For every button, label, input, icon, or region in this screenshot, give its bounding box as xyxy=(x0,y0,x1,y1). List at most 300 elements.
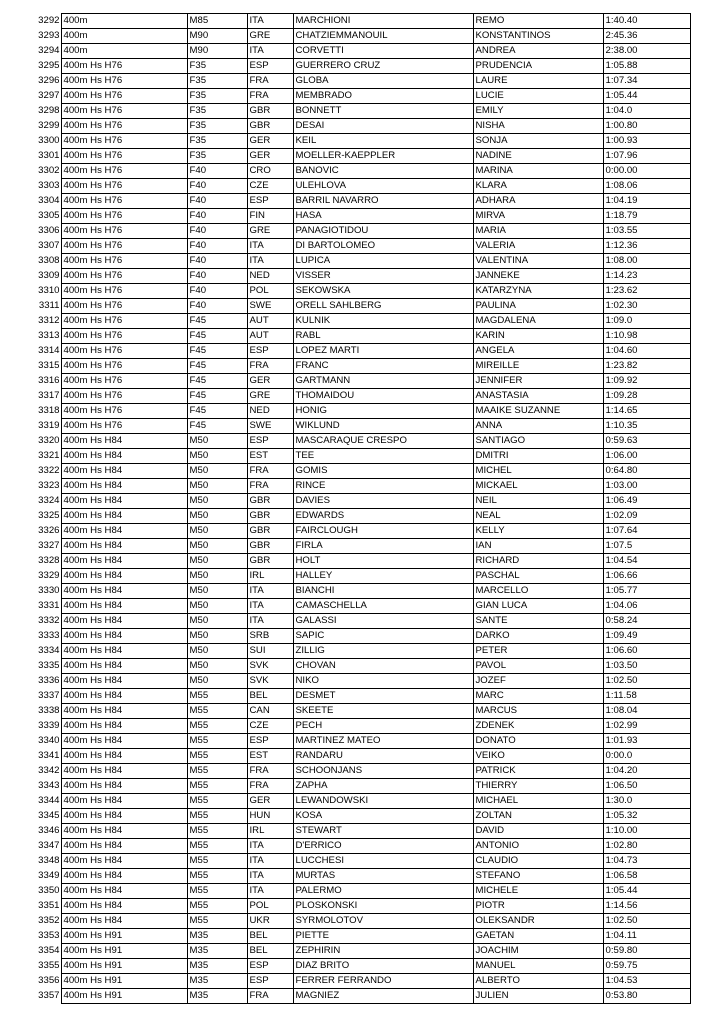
surname-cell: KOSA xyxy=(293,809,473,824)
table-row xyxy=(31,929,690,944)
first-name-cell: SANTE xyxy=(473,614,603,629)
table-row xyxy=(31,299,690,314)
category-cell: F35 xyxy=(187,149,247,164)
country-cell: FRA xyxy=(247,779,293,794)
category-cell: M55 xyxy=(187,869,247,884)
first-name-cell: MIREILLE xyxy=(473,359,603,374)
category-cell: M90 xyxy=(187,44,247,59)
table-row xyxy=(31,209,690,224)
event-cell: 400m Hs H76 xyxy=(61,59,187,74)
first-name-cell: ZOLTAN xyxy=(473,809,603,824)
time-cell: 1:04.06 xyxy=(603,599,690,614)
country-cell: CZE xyxy=(247,719,293,734)
row-number-cell: 3343 xyxy=(38,780,60,791)
country-cell: ITA xyxy=(247,44,293,59)
category-cell: M85 xyxy=(187,14,247,29)
time-cell: 0:00.0 xyxy=(603,749,690,764)
surname-cell: EDWARDS xyxy=(293,509,473,524)
category-cell: M50 xyxy=(187,479,247,494)
category-cell: M55 xyxy=(187,809,247,824)
event-cell: 400m Hs H76 xyxy=(61,209,187,224)
country-cell: GBR xyxy=(247,539,293,554)
time-cell: 1:09.28 xyxy=(603,389,690,404)
row-number-cell: 3310 xyxy=(38,285,60,296)
event-cell: 400m Hs H76 xyxy=(61,344,187,359)
event-cell: 400m Hs H76 xyxy=(61,224,187,239)
table-row xyxy=(31,644,690,659)
first-name-cell: NADINE xyxy=(473,149,603,164)
category-cell: F40 xyxy=(187,179,247,194)
first-name-cell: PAVOL xyxy=(473,659,603,674)
row-number-cell: 3324 xyxy=(38,495,60,506)
category-cell: F45 xyxy=(187,404,247,419)
time-cell: 1:18.79 xyxy=(603,209,690,224)
table-row xyxy=(31,44,690,59)
category-cell: M55 xyxy=(187,719,247,734)
country-cell: ESP xyxy=(247,59,293,74)
country-cell: ITA xyxy=(247,614,293,629)
time-cell: 1:06.50 xyxy=(603,779,690,794)
table-row xyxy=(31,914,690,929)
surname-cell: BARRIL NAVARRO xyxy=(293,194,473,209)
row-number-cell: 3335 xyxy=(38,660,60,671)
first-name-cell: SONJA xyxy=(473,134,603,149)
table-row xyxy=(31,524,690,539)
event-cell: 400m Hs H76 xyxy=(61,104,187,119)
table-row xyxy=(31,539,690,554)
surname-cell: FIRLA xyxy=(293,539,473,554)
surname-cell: DIAZ BRITO xyxy=(293,959,473,974)
category-cell: M35 xyxy=(187,959,247,974)
event-cell: 400m Hs H76 xyxy=(61,314,187,329)
time-cell: 1:11.58 xyxy=(603,689,690,704)
first-name-cell: JENNIFER xyxy=(473,374,603,389)
category-cell: M50 xyxy=(187,434,247,449)
row-number-cell: 3305 xyxy=(38,210,60,221)
row-number-cell: 3357 xyxy=(38,990,60,1001)
table-row xyxy=(31,824,690,839)
time-cell: 0:59.80 xyxy=(603,944,690,959)
category-cell: M55 xyxy=(187,899,247,914)
surname-cell: HALLEY xyxy=(293,569,473,584)
surname-cell: SCHOONJANS xyxy=(293,764,473,779)
table-row xyxy=(31,344,690,359)
country-cell: SVK xyxy=(247,659,293,674)
row-number-cell: 3332 xyxy=(38,615,60,626)
table-row xyxy=(31,464,690,479)
table-row xyxy=(31,389,690,404)
time-cell: 1:02.80 xyxy=(603,839,690,854)
table-row xyxy=(31,14,690,29)
category-cell: F40 xyxy=(187,224,247,239)
time-cell: 1:06.00 xyxy=(603,449,690,464)
row-number-cell: 3325 xyxy=(38,510,60,521)
table-row xyxy=(31,899,690,914)
time-cell: 1:02.99 xyxy=(603,719,690,734)
category-cell: M50 xyxy=(187,464,247,479)
row-number-cell: 3312 xyxy=(38,315,60,326)
event-cell: 400m Hs H84 xyxy=(61,899,187,914)
surname-cell: WIKLUND xyxy=(293,419,473,434)
surname-cell: RABL xyxy=(293,329,473,344)
first-name-cell: PATRICK xyxy=(473,764,603,779)
surname-cell: MAGNIEZ xyxy=(293,989,473,1004)
first-name-cell: VALERIA xyxy=(473,239,603,254)
event-cell: 400m Hs H84 xyxy=(61,539,187,554)
country-cell: AUT xyxy=(247,329,293,344)
first-name-cell: MAAIKE SUZANNE xyxy=(473,404,603,419)
category-cell: M35 xyxy=(187,944,247,959)
event-cell: 400m Hs H91 xyxy=(61,989,187,1004)
event-cell: 400m Hs H84 xyxy=(61,569,187,584)
category-cell: M50 xyxy=(187,449,247,464)
event-cell: 400m Hs H84 xyxy=(61,854,187,869)
event-cell: 400m Hs H91 xyxy=(61,974,187,989)
category-cell: F45 xyxy=(187,314,247,329)
row-number-cell: 3356 xyxy=(38,975,60,986)
time-cell: 1:08.00 xyxy=(603,254,690,269)
category-cell: M35 xyxy=(187,929,247,944)
row-number-cell: 3330 xyxy=(38,585,60,596)
event-cell: 400m Hs H76 xyxy=(61,299,187,314)
time-cell: 1:12.36 xyxy=(603,239,690,254)
surname-cell: KULNIK xyxy=(293,314,473,329)
event-cell: 400m Hs H76 xyxy=(61,419,187,434)
time-cell: 1:10.98 xyxy=(603,329,690,344)
time-cell: 1:04.60 xyxy=(603,344,690,359)
time-cell: 1:05.88 xyxy=(603,59,690,74)
time-cell: 1:04.73 xyxy=(603,854,690,869)
first-name-cell: KONSTANTINOS xyxy=(473,29,603,44)
time-cell: 1:00.80 xyxy=(603,119,690,134)
surname-cell: HASA xyxy=(293,209,473,224)
row-number-cell: 3299 xyxy=(38,120,60,131)
surname-cell: ORELL SAHLBERG xyxy=(293,299,473,314)
category-cell: M55 xyxy=(187,704,247,719)
surname-cell: BANOVIC xyxy=(293,164,473,179)
event-cell: 400m Hs H84 xyxy=(61,494,187,509)
category-cell: M55 xyxy=(187,779,247,794)
table-row xyxy=(31,779,690,794)
event-cell: 400m Hs H84 xyxy=(61,479,187,494)
country-cell: ITA xyxy=(247,854,293,869)
event-cell: 400m Hs H76 xyxy=(61,239,187,254)
country-cell: IRL xyxy=(247,569,293,584)
time-cell: 1:10.00 xyxy=(603,824,690,839)
category-cell: M50 xyxy=(187,644,247,659)
time-cell: 1:09.0 xyxy=(603,314,690,329)
surname-cell: DAVIES xyxy=(293,494,473,509)
first-name-cell: ANASTASIA xyxy=(473,389,603,404)
first-name-cell: EMILY xyxy=(473,104,603,119)
first-name-cell: LAURE xyxy=(473,74,603,89)
row-number-cell: 3314 xyxy=(38,345,60,356)
country-cell: BEL xyxy=(247,944,293,959)
surname-cell: SAPIC xyxy=(293,629,473,644)
table-row xyxy=(31,314,690,329)
category-cell: M50 xyxy=(187,599,247,614)
first-name-cell: JULIEN xyxy=(473,989,603,1004)
table-row xyxy=(31,119,690,134)
row-number-cell: 3303 xyxy=(38,180,60,191)
country-cell: SVK xyxy=(247,674,293,689)
time-cell: 1:40.40 xyxy=(603,14,690,29)
row-number-cell: 3354 xyxy=(38,945,60,956)
category-cell: M55 xyxy=(187,689,247,704)
time-cell: 1:03.55 xyxy=(603,224,690,239)
row-number-cell: 3353 xyxy=(38,930,60,941)
country-cell: GER xyxy=(247,134,293,149)
surname-cell: THOMAIDOU xyxy=(293,389,473,404)
category-cell: M50 xyxy=(187,659,247,674)
country-cell: GER xyxy=(247,374,293,389)
country-cell: ESP xyxy=(247,974,293,989)
category-cell: F45 xyxy=(187,329,247,344)
time-cell: 1:07.5 xyxy=(603,539,690,554)
first-name-cell: STEFANO xyxy=(473,869,603,884)
row-number-cell: 3350 xyxy=(38,885,60,896)
surname-cell: LEWANDOWSKI xyxy=(293,794,473,809)
first-name-cell: REMO xyxy=(473,14,603,29)
country-cell: SUI xyxy=(247,644,293,659)
country-cell: BEL xyxy=(247,689,293,704)
time-cell: 1:00.93 xyxy=(603,134,690,149)
country-cell: GBR xyxy=(247,554,293,569)
category-cell: M50 xyxy=(187,584,247,599)
category-cell: F35 xyxy=(187,104,247,119)
category-cell: M50 xyxy=(187,614,247,629)
surname-cell: PECH xyxy=(293,719,473,734)
category-cell: F40 xyxy=(187,254,247,269)
event-cell: 400m Hs H84 xyxy=(61,779,187,794)
table-row xyxy=(31,404,690,419)
time-cell: 1:23.62 xyxy=(603,284,690,299)
row-number-cell: 3342 xyxy=(38,765,60,776)
category-cell: M50 xyxy=(187,524,247,539)
country-cell: NED xyxy=(247,269,293,284)
category-cell: M90 xyxy=(187,29,247,44)
table-row xyxy=(31,809,690,824)
country-cell: FRA xyxy=(247,464,293,479)
country-cell: AUT xyxy=(247,314,293,329)
event-cell: 400m xyxy=(61,44,187,59)
first-name-cell: THIERRY xyxy=(473,779,603,794)
event-cell: 400m Hs H76 xyxy=(61,329,187,344)
time-cell: 1:02.30 xyxy=(603,299,690,314)
first-name-cell: ANGELA xyxy=(473,344,603,359)
first-name-cell: VEIKO xyxy=(473,749,603,764)
surname-cell: DESAI xyxy=(293,119,473,134)
event-cell: 400m Hs H76 xyxy=(61,254,187,269)
country-cell: EST xyxy=(247,749,293,764)
first-name-cell: ANNA xyxy=(473,419,603,434)
country-cell: FRA xyxy=(247,74,293,89)
table-row xyxy=(31,734,690,749)
row-number-cell: 3337 xyxy=(38,690,60,701)
row-number-cell: 3297 xyxy=(38,90,60,101)
row-number-cell: 3298 xyxy=(38,105,60,116)
table-row xyxy=(31,419,690,434)
first-name-cell: MIRVA xyxy=(473,209,603,224)
country-cell: POL xyxy=(247,284,293,299)
row-number-cell: 3355 xyxy=(38,960,60,971)
first-name-cell: PETER xyxy=(473,644,603,659)
event-cell: 400m Hs H84 xyxy=(61,734,187,749)
event-cell: 400m Hs H84 xyxy=(61,809,187,824)
time-cell: 1:07.96 xyxy=(603,149,690,164)
event-cell: 400m Hs H84 xyxy=(61,719,187,734)
country-cell: ITA xyxy=(247,884,293,899)
country-cell: ESP xyxy=(247,194,293,209)
event-cell: 400m Hs H76 xyxy=(61,164,187,179)
first-name-cell: NEAL xyxy=(473,509,603,524)
country-cell: GBR xyxy=(247,104,293,119)
table-row xyxy=(31,329,690,344)
table-row xyxy=(31,884,690,899)
event-cell: 400m Hs H84 xyxy=(61,674,187,689)
row-number-cell: 3333 xyxy=(38,630,60,641)
category-cell: F35 xyxy=(187,134,247,149)
country-cell: SWE xyxy=(247,299,293,314)
time-cell: 1:07.64 xyxy=(603,524,690,539)
country-cell: GBR xyxy=(247,524,293,539)
country-cell: POL xyxy=(247,899,293,914)
time-cell: 1:06.49 xyxy=(603,494,690,509)
country-cell: ESP xyxy=(247,734,293,749)
category-cell: F45 xyxy=(187,359,247,374)
surname-cell: ZILLIG xyxy=(293,644,473,659)
country-cell: CZE xyxy=(247,179,293,194)
category-cell: M50 xyxy=(187,494,247,509)
surname-cell: NIKO xyxy=(293,674,473,689)
row-number-cell: 3329 xyxy=(38,570,60,581)
category-cell: F40 xyxy=(187,239,247,254)
surname-cell: LOPEZ MARTI xyxy=(293,344,473,359)
surname-cell: CHOVAN xyxy=(293,659,473,674)
row-number-cell: 3319 xyxy=(38,420,60,431)
category-cell: M50 xyxy=(187,629,247,644)
row-number-cell: 3339 xyxy=(38,720,60,731)
row-number-cell: 3334 xyxy=(38,645,60,656)
category-cell: F40 xyxy=(187,269,247,284)
time-cell: 1:14.65 xyxy=(603,404,690,419)
row-number-cell: 3349 xyxy=(38,870,60,881)
time-cell: 1:03.00 xyxy=(603,479,690,494)
table-row xyxy=(31,869,690,884)
surname-cell: PLOSKONSKI xyxy=(293,899,473,914)
first-name-cell: ALBERTO xyxy=(473,974,603,989)
event-cell: 400m Hs H84 xyxy=(61,644,187,659)
event-cell: 400m Hs H76 xyxy=(61,74,187,89)
surname-cell: FAIRCLOUGH xyxy=(293,524,473,539)
surname-cell: GLOBA xyxy=(293,74,473,89)
country-cell: ITA xyxy=(247,14,293,29)
category-cell: M50 xyxy=(187,674,247,689)
first-name-cell: GIAN LUCA xyxy=(473,599,603,614)
first-name-cell: GAETAN xyxy=(473,929,603,944)
event-cell: 400m Hs H84 xyxy=(61,509,187,524)
country-cell: FRA xyxy=(247,989,293,1004)
country-cell: SRB xyxy=(247,629,293,644)
first-name-cell: DMITRI xyxy=(473,449,603,464)
time-cell: 1:01.93 xyxy=(603,734,690,749)
event-cell: 400m Hs H84 xyxy=(61,914,187,929)
table-row xyxy=(31,944,690,959)
category-cell: M50 xyxy=(187,554,247,569)
table-row xyxy=(31,59,690,74)
first-name-cell: MICKAEL xyxy=(473,479,603,494)
event-cell: 400m Hs H84 xyxy=(61,584,187,599)
time-cell: 1:04.0 xyxy=(603,104,690,119)
country-cell: ITA xyxy=(247,839,293,854)
surname-cell: MOELLER-KAEPPLER xyxy=(293,149,473,164)
event-cell: 400m Hs H91 xyxy=(61,959,187,974)
table-row xyxy=(31,554,690,569)
surname-cell: DI BARTOLOMEO xyxy=(293,239,473,254)
first-name-cell: PAULINA xyxy=(473,299,603,314)
first-name-cell: OLEKSANDR xyxy=(473,914,603,929)
table-row xyxy=(31,149,690,164)
surname-cell: TEE xyxy=(293,449,473,464)
surname-cell: SKEETE xyxy=(293,704,473,719)
first-name-cell: VALENTINA xyxy=(473,254,603,269)
surname-cell: RINCE xyxy=(293,479,473,494)
category-cell: M55 xyxy=(187,734,247,749)
category-cell: M55 xyxy=(187,884,247,899)
row-number-cell: 3316 xyxy=(38,375,60,386)
table-row xyxy=(31,674,690,689)
country-cell: GER xyxy=(247,149,293,164)
row-number-cell: 3351 xyxy=(38,900,60,911)
row-number-cell: 3336 xyxy=(38,675,60,686)
table-row xyxy=(31,239,690,254)
category-cell: M50 xyxy=(187,509,247,524)
surname-cell: VISSER xyxy=(293,269,473,284)
table-row xyxy=(31,269,690,284)
row-number-cell: 3318 xyxy=(38,405,60,416)
table-row xyxy=(31,449,690,464)
first-name-cell: MANUEL xyxy=(473,959,603,974)
time-cell: 1:06.60 xyxy=(603,644,690,659)
time-cell: 1:02.50 xyxy=(603,674,690,689)
row-number-cell: 3352 xyxy=(38,915,60,926)
category-cell: M55 xyxy=(187,914,247,929)
category-cell: F40 xyxy=(187,164,247,179)
surname-cell: GARTMANN xyxy=(293,374,473,389)
row-number-cell: 3311 xyxy=(38,300,60,311)
category-cell: M50 xyxy=(187,569,247,584)
table-row xyxy=(31,989,690,1004)
time-cell: 1:04.54 xyxy=(603,554,690,569)
time-cell: 1:06.58 xyxy=(603,869,690,884)
event-cell: 400m Hs H84 xyxy=(61,629,187,644)
table-row xyxy=(31,704,690,719)
country-cell: ITA xyxy=(247,869,293,884)
time-cell: 1:09.49 xyxy=(603,629,690,644)
surname-cell: CAMASCHELLA xyxy=(293,599,473,614)
row-number-cell: 3306 xyxy=(38,225,60,236)
country-cell: GRE xyxy=(247,389,293,404)
category-cell: F45 xyxy=(187,374,247,389)
surname-cell: PIETTE xyxy=(293,929,473,944)
event-cell: 400m Hs H76 xyxy=(61,119,187,134)
first-name-cell: ANTONIO xyxy=(473,839,603,854)
time-cell: 1:08.06 xyxy=(603,179,690,194)
surname-cell: GOMIS xyxy=(293,464,473,479)
first-name-cell: MARCELLO xyxy=(473,584,603,599)
first-name-cell: DAVID xyxy=(473,824,603,839)
category-cell: F45 xyxy=(187,389,247,404)
